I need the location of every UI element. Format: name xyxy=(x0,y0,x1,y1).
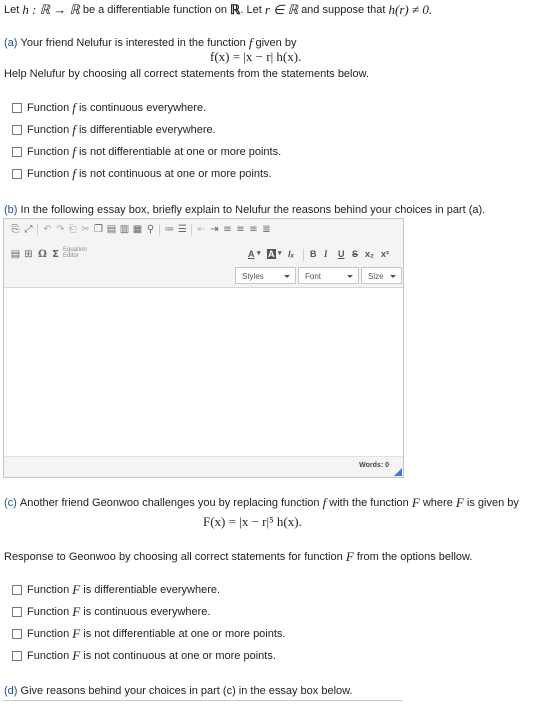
option-pre: Function xyxy=(27,146,70,158)
option-pre: Function xyxy=(27,168,70,180)
part-d-heading xyxy=(4,685,353,697)
word-count: Words: 0 xyxy=(359,462,389,469)
option-post: is not differentiable at one or more points. xyxy=(83,628,286,640)
font-label: Font xyxy=(305,272,322,281)
part-c-F-symbol: F xyxy=(411,495,420,510)
essay-editor xyxy=(3,218,404,478)
equation-editor-line2: Editor xyxy=(63,253,79,259)
table-icon[interactable]: ⊞ xyxy=(24,249,33,260)
equation-editor-button[interactable] xyxy=(63,247,87,259)
checkbox[interactable] xyxy=(12,585,22,595)
chevron-down-icon xyxy=(390,275,396,278)
part-c-text3: where xyxy=(422,497,453,509)
styles-dropdown[interactable] xyxy=(235,267,296,284)
part-a-options xyxy=(12,97,281,185)
part-c-option[interactable] xyxy=(12,601,285,623)
part-a-option[interactable] xyxy=(12,97,281,119)
part-c-response-text xyxy=(4,549,472,565)
intro-condition: h(r) ≠ 0. xyxy=(388,2,433,17)
numbered-list-icon[interactable]: ≔ xyxy=(164,224,175,235)
italic-button[interactable]: I xyxy=(324,249,328,259)
option-symbol: f xyxy=(72,122,76,137)
align-right-icon[interactable]: ≡ xyxy=(249,224,258,235)
size-label: Size xyxy=(368,272,384,281)
part-b-label: (b) xyxy=(4,204,18,216)
copy-icon[interactable]: ❐ xyxy=(94,224,103,235)
redo-icon[interactable]: ↷ xyxy=(56,224,65,235)
option-pre: Function xyxy=(27,650,70,662)
equation-editor-line1: Equation xyxy=(63,247,87,253)
part-c-label: (c) xyxy=(4,497,17,509)
checkbox[interactable] xyxy=(12,125,22,135)
intro-r-def: r ∈ ℝ xyxy=(264,2,298,17)
part-c-option[interactable] xyxy=(12,579,285,601)
chevron-down-icon xyxy=(284,275,290,278)
part-a-text: Your friend Nelufur is interested in the function xyxy=(20,37,246,49)
part-c-f-symbol: f xyxy=(322,495,327,510)
part-c-formula: F(x) = |x − r|⁵ h(x). xyxy=(203,514,302,529)
part-a-option[interactable] xyxy=(12,163,281,185)
styles-label: Styles xyxy=(242,272,264,281)
checkbox[interactable] xyxy=(12,651,22,661)
chevron-down-icon xyxy=(347,275,353,278)
part-d-label: (d) xyxy=(4,685,18,697)
intro-R: ℝ xyxy=(230,2,241,17)
part-c-heading xyxy=(4,495,519,511)
checkbox[interactable] xyxy=(12,147,22,157)
checkbox[interactable] xyxy=(12,169,22,179)
underline-button[interactable]: U xyxy=(338,249,345,259)
size-dropdown[interactable] xyxy=(361,267,402,284)
superscript-button[interactable]: x² xyxy=(381,249,390,259)
part-c-F-symbol-2: F xyxy=(455,495,464,510)
equation-icon[interactable]: Σ xyxy=(52,249,59,260)
option-symbol: F xyxy=(72,626,81,641)
part-b-text: In the following essay box, briefly explain to Nelufur the reasons behind your choices in part (a). xyxy=(20,204,486,216)
part-a-option[interactable] xyxy=(12,141,281,163)
option-symbol: F xyxy=(72,648,81,663)
option-post: is not continuous at one or more points. xyxy=(78,168,272,180)
copy-format-icon[interactable]: ⎗ xyxy=(68,224,77,235)
part-d-text: Give reasons behind your choices in part (c) in the essay box below. xyxy=(20,685,353,697)
special-char-icon[interactable]: Ω xyxy=(38,249,47,260)
editor-toolbar xyxy=(4,219,403,288)
align-justify-icon[interactable]: ≣ xyxy=(262,224,271,235)
indent-icon[interactable]: ⇥ xyxy=(210,224,219,235)
intro-mid3: and suppose that xyxy=(301,4,386,16)
font-dropdown[interactable] xyxy=(298,267,359,284)
align-center-icon[interactable]: ≡ xyxy=(236,224,245,235)
cut-icon[interactable]: ✂ xyxy=(81,224,90,235)
option-symbol: f xyxy=(72,166,76,181)
part-c-text1: Another friend Geonwoo challenges you by replacing function xyxy=(19,497,320,509)
option-symbol: f xyxy=(72,144,76,159)
intro-h-def: h : ℝ → ℝ xyxy=(22,2,80,17)
resize-handle-icon[interactable] xyxy=(394,468,402,476)
option-post: is differentiable everywhere. xyxy=(78,124,216,136)
option-pre: Function xyxy=(27,124,70,136)
option-post: is continuous everywhere. xyxy=(78,102,207,114)
bg-color-button[interactable]: A xyxy=(268,249,275,259)
source-icon[interactable]: ⎘ xyxy=(11,224,20,235)
part-c-option[interactable] xyxy=(12,623,285,645)
undo-icon[interactable]: ↶ xyxy=(43,224,52,235)
text-color-arrow-icon[interactable]: ▾ xyxy=(257,250,261,257)
intro-line xyxy=(4,2,432,18)
bold-button[interactable]: B xyxy=(310,249,317,259)
align-left-icon[interactable]: ≡ xyxy=(223,224,232,235)
find-icon[interactable]: ⚲ xyxy=(146,224,155,235)
option-symbol: f xyxy=(72,100,76,115)
option-pre: Function xyxy=(27,102,70,114)
option-pre: Function xyxy=(27,584,70,596)
outdent-icon[interactable]: ⇤ xyxy=(197,224,206,235)
text-color-button[interactable]: A xyxy=(248,249,255,259)
paste-word-icon[interactable]: ▦ xyxy=(132,224,143,235)
intro-mid2: . Let xyxy=(240,4,262,16)
part-c-option[interactable] xyxy=(12,645,285,667)
option-symbol: F xyxy=(72,604,81,619)
part-c-text4: is given by xyxy=(466,497,519,509)
part-a-formula: f(x) = |x − r| h(x). xyxy=(210,49,302,64)
checkbox[interactable] xyxy=(12,103,22,113)
intro-mid1: be a differentiable function on xyxy=(82,4,227,16)
option-pre: Function xyxy=(27,606,70,618)
editor-status-bar xyxy=(4,456,403,477)
paste-text-icon[interactable]: ▥ xyxy=(119,224,130,235)
intro-prefix: Let xyxy=(4,4,20,16)
option-post: is differentiable everywhere. xyxy=(83,584,221,596)
part-a-given-by: given by xyxy=(255,37,297,49)
part-c-text2: with the function xyxy=(329,497,409,509)
response-post: from the options bellow. xyxy=(356,551,473,563)
part-d-editor-edge xyxy=(3,700,402,704)
checkbox[interactable] xyxy=(12,607,22,617)
option-pre: Function xyxy=(27,628,70,640)
horizontal-rule-icon[interactable]: ▤ xyxy=(10,249,21,260)
checkbox[interactable] xyxy=(12,629,22,639)
bulleted-list-icon[interactable]: ☰ xyxy=(178,224,187,235)
option-post: is not continuous at one or more points. xyxy=(83,650,276,662)
option-post: is not differentiable at one or more points. xyxy=(78,146,282,158)
maximize-icon[interactable]: ⤢ xyxy=(24,224,33,235)
part-a-help-text: Help Nelufur by choosing all correct statements from the statements below. xyxy=(4,68,370,80)
part-a-label: (a) xyxy=(4,37,18,49)
subscript-button[interactable]: x₂ xyxy=(365,249,375,259)
response-symbol: F xyxy=(345,549,354,564)
part-a-option[interactable] xyxy=(12,119,281,141)
strikethrough-button[interactable]: S xyxy=(352,249,359,259)
response-pre: Response to Geonwoo by choosing all correct statements for function xyxy=(4,551,343,563)
part-a-f-symbol: f xyxy=(248,35,253,50)
option-symbol: F xyxy=(72,582,81,597)
part-c-options xyxy=(12,579,285,667)
part-b-heading xyxy=(4,204,485,216)
option-post: is continuous everywhere. xyxy=(83,606,211,618)
remove-format-button[interactable]: Iₓ xyxy=(288,249,295,259)
bg-color-arrow-icon[interactable]: ▾ xyxy=(278,250,282,257)
paste-icon[interactable]: ▤ xyxy=(106,224,117,235)
essay-text-area[interactable] xyxy=(4,288,403,456)
